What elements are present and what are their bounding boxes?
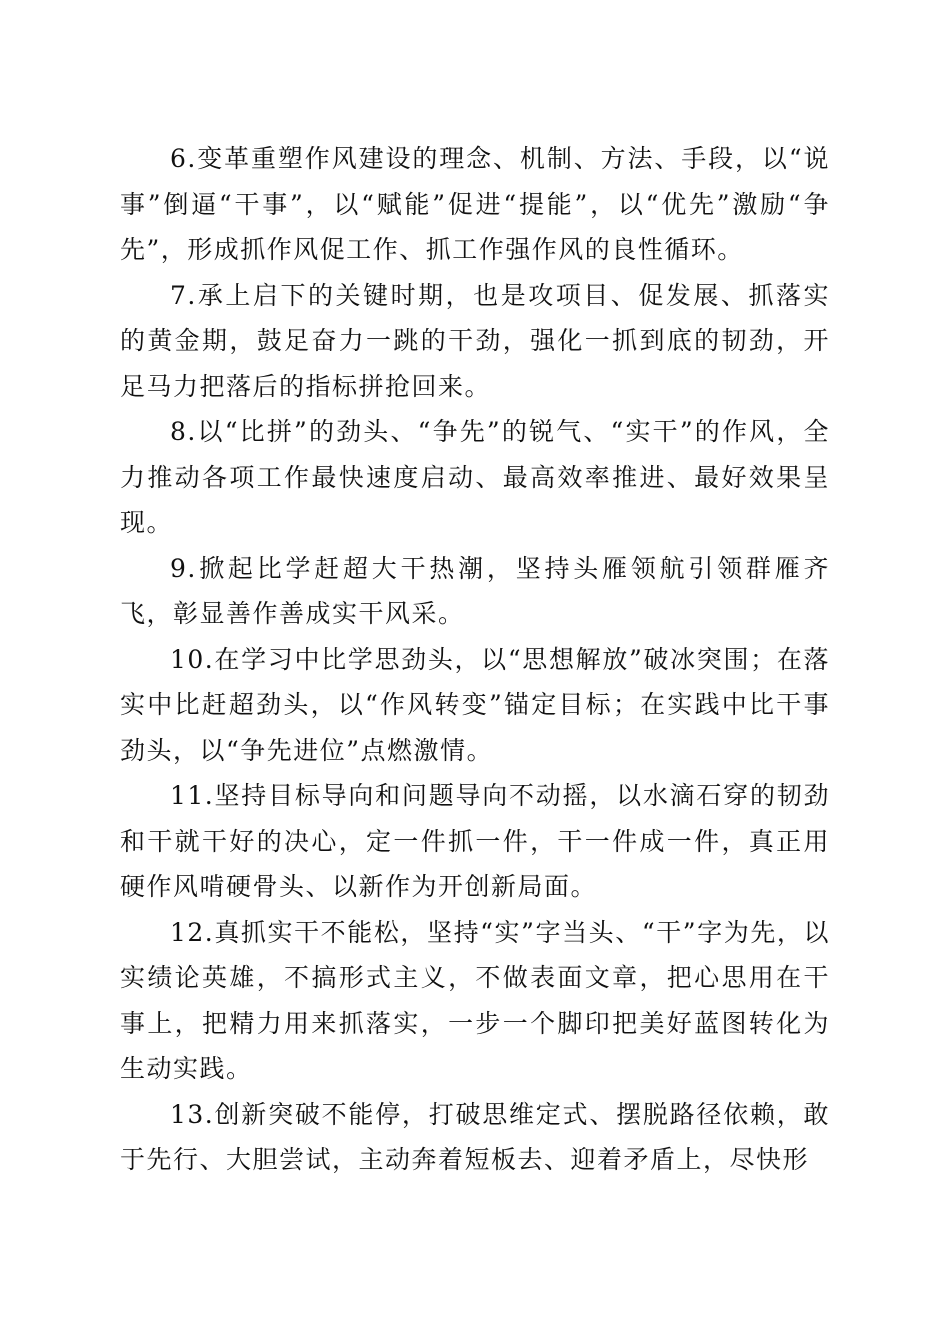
paragraph-8: 8.以“比拼”的劲头、“争先”的锐气、“实干”的作风，全力推动各项工作最快速度启动、最高效率推进、最好效果呈现。	[120, 417, 830, 537]
paragraph-7: 7.承上启下的关键时期，也是攻项目、促发展、抓落实的黄金期，鼓足奋力一跳的干劲，强化一抓到底的韧劲，开足马力把落后的指标拼抢回来。	[120, 280, 830, 401]
paragraph-10: 10.在学习中比学思劲头，以“思想解放”破冰突围；在落实中比赶超劲头，以“作风转变”锚定目标；在实践中比干事劲头，以“争先进位”点燃激情。	[120, 644, 830, 765]
paragraph-12: 12.真抓实干不能松，坚持“实”字当头、“干”字为先，以实绩论英雄，不搞形式主义，不做表面文章，把心思用在干事上，把精力用来抓落实，一步一个脚印把美好蓝图转化为生动实践。	[120, 917, 830, 1083]
paragraph-11: 11.坚持目标导向和问题导向不动摇，以水滴石穿的韧劲和干就干好的决心，定一件抓一件，干一件成一件，真正用硬作风啃硬骨头、以新作为开创新局面。	[120, 781, 830, 901]
paragraph-9: 9.掀起比学赶超大干热潮，坚持头雁领航引领群雁齐飞，彰显善作善成实干风采。	[120, 553, 830, 628]
paragraph-13: 13.创新突破不能停，打破思维定式、摆脱路径依赖，敢于先行、大胆尝试，主动奔着短板去、迎着矛盾上，尽快形	[120, 1099, 830, 1174]
paragraph-6: 6.变革重塑作风建设的理念、机制、方法、手段，以“说事”倒逼“干事”，以“赋能”促进“提能”，以“优先”激励“争先”，形成抓作风促工作、抓工作强作风的良性循环。	[120, 144, 830, 264]
document-body	[120, 136, 830, 1183]
